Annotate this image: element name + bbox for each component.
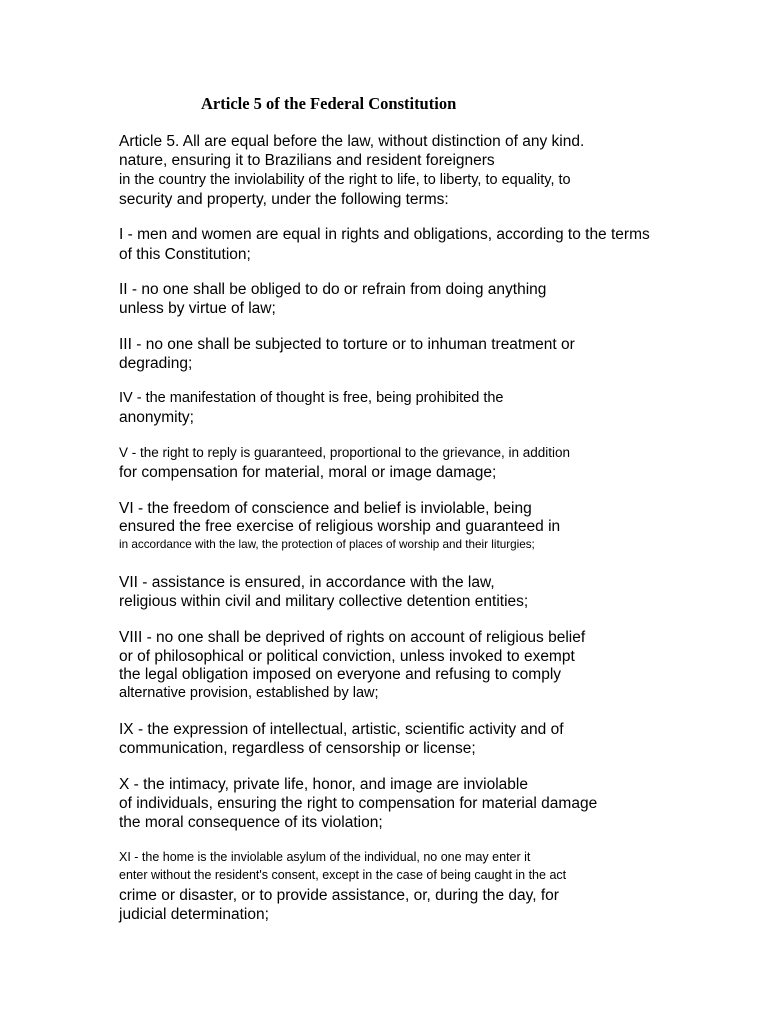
clause-iv-line-1: IV - the manifestation of thought is free, being prohibited the: [119, 390, 504, 406]
clause-ix-line-1: IX - the expression of intellectual, artistic, scientific activity and of: [119, 721, 564, 738]
clause-x-line-1: X - the intimacy, private life, honor, and image are inviolable: [119, 776, 528, 793]
clause-i-line-2: of this Constitution;: [119, 246, 251, 263]
clause-vii-line-2: religious within civil and military collective detention entities;: [119, 593, 529, 610]
clause-x-line-3: the moral consequence of its violation;: [119, 814, 383, 831]
intro-line-1: Article 5. All are equal before the law, without distinction of any kind.: [119, 133, 585, 150]
clause-iii-line-1: III - no one shall be subjected to torture or to inhuman treatment or: [119, 336, 575, 353]
clause-vi-line-1: VI - the freedom of conscience and belief is inviolable, being: [119, 500, 532, 517]
intro-line-2: nature, ensuring it to Brazilians and resident foreigners: [119, 152, 495, 169]
clause-viii-line-1: VIII - no one shall be deprived of rights on account of religious belief: [119, 629, 586, 646]
intro-line-3: in the country the inviolability of the right to life, to liberty, to equality, to: [119, 172, 571, 188]
intro-line-4: security and property, under the following terms:: [119, 191, 449, 208]
clause-vii-line-1: VII - assistance is ensured, in accordance with the law,: [119, 574, 495, 591]
clause-ix-line-2: communication, regardless of censorship or license;: [119, 740, 476, 757]
clause-ii-line-2: unless by virtue of law;: [119, 300, 276, 317]
clause-v-line-1: V - the right to reply is guaranteed, proportional to the grievance, in addition: [119, 445, 571, 460]
clause-viii-line-3: the legal obligation imposed on everyone and refusing to comply: [119, 666, 562, 683]
clause-vi-line-3: in accordance with the law, the protection of places of worship and their liturgies;: [119, 538, 535, 551]
clause-xi-line-2: enter without the resident's consent, except in the case of being caught in the act: [119, 868, 567, 882]
clause-xi-line-1: XI - the home is the inviolable asylum of the individual, no one may enter it: [119, 850, 531, 864]
clause-viii-line-2: or of philosophical or political conviction, unless invoked to exempt: [119, 648, 575, 665]
clause-x-line-2: of individuals, ensuring the right to compensation for material damage: [119, 795, 598, 812]
clause-ii-line-1: II - no one shall be obliged to do or refrain from doing anything: [119, 281, 547, 298]
clause-v-line-2: for compensation for material, moral or image damage;: [119, 464, 497, 481]
clause-i-line-1: I - men and women are equal in rights and obligations, according to the terms: [119, 226, 650, 243]
clause-iii-line-2: degrading;: [119, 355, 193, 372]
document-title: Article 5 of the Federal Constitution: [201, 94, 457, 113]
clause-iv-line-2: anonymity;: [119, 409, 194, 426]
clause-viii-line-4: alternative provision, established by law;: [119, 685, 379, 701]
clause-xi-line-4: judicial determination;: [119, 906, 269, 923]
clause-xi-line-3: crime or disaster, or to provide assistance, or, during the day, for: [119, 887, 559, 904]
clause-vi-line-2: ensured the free exercise of religious worship and guaranteed in: [119, 518, 561, 535]
